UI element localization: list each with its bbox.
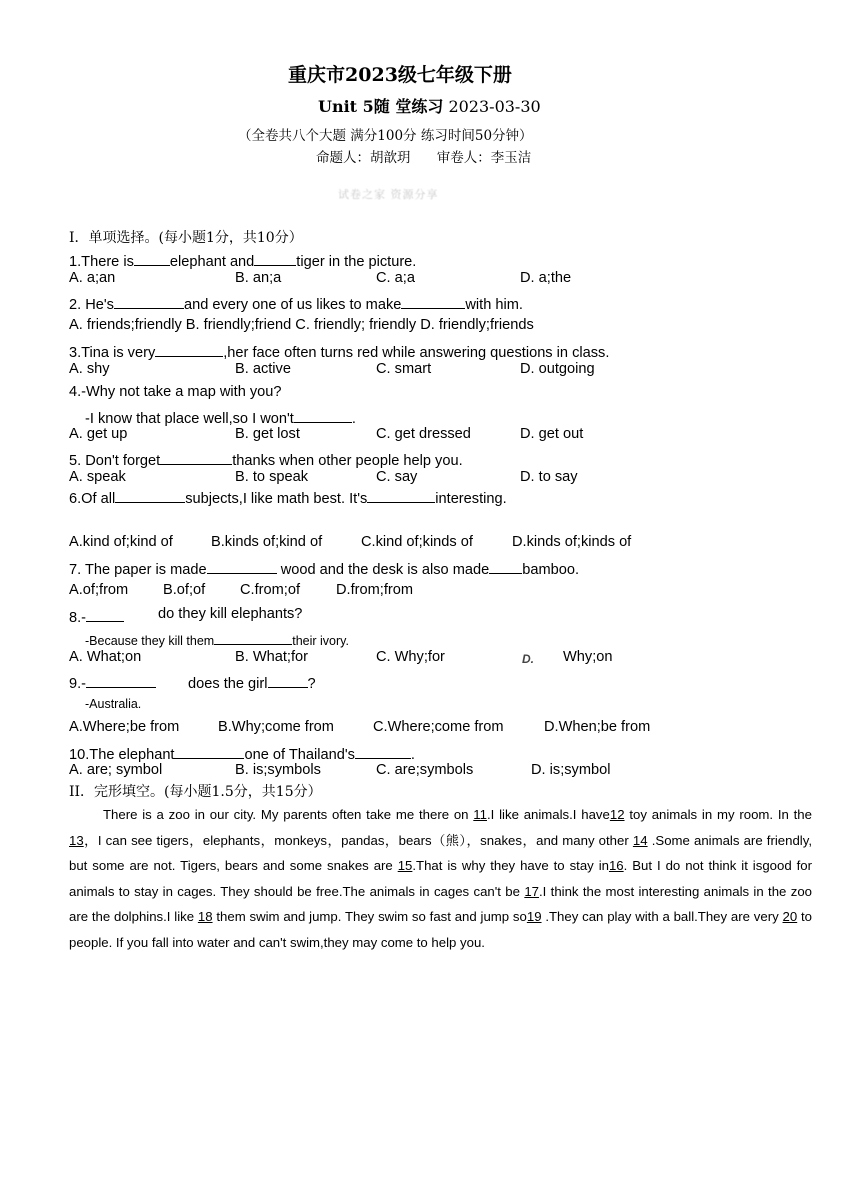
q2-text-b: and every one of us likes to make <box>183 297 402 313</box>
question-1 <box>69 250 416 270</box>
unit-label: Unit 5随 堂练习 <box>318 97 444 116</box>
q10-blank-1 <box>174 743 244 759</box>
section-1-heading: I．单项选择。(每小题1分，共10分） <box>69 230 303 246</box>
q6-option-b: B.kinds of;kind of <box>211 534 323 550</box>
blank-15: 15 <box>397 858 413 873</box>
q2-text-c: with him. <box>465 297 523 313</box>
q1-blank-2 <box>254 250 296 266</box>
q9-option-d: D.When;be from <box>544 719 651 735</box>
q10-option-d: D. is;symbol <box>531 762 611 778</box>
q4-option-a: A. get up <box>69 426 128 442</box>
blank-18: 18 <box>197 909 213 924</box>
q7-blank-1 <box>207 558 277 574</box>
q1-option-d: D. a;the <box>520 270 572 286</box>
q8-option-b: B. What;for <box>235 649 308 665</box>
blank-12: 12 <box>609 807 625 822</box>
q9-text-a: 9.- <box>69 676 87 692</box>
q3-text-b: ,her face often turns red while answering questions in class. <box>223 345 610 361</box>
q10-option-a: A. are; symbol <box>69 762 163 778</box>
q1-option-a: A. a;an <box>69 270 116 286</box>
q6-blank-1 <box>115 487 185 503</box>
q5-option-b: B. to speak <box>235 469 309 485</box>
question-8-reply <box>85 631 349 648</box>
q6-text-b: subjects,I like math best. It's <box>185 491 368 507</box>
q9-text-b: does the girl <box>188 676 268 692</box>
q7-option-d: D.from;from <box>336 582 414 598</box>
q3-blank-1 <box>155 341 223 357</box>
author-name: 命题人：胡歆玥 <box>316 150 411 166</box>
passage-text: .I like animals.I have <box>487 807 610 822</box>
q6-blank-2 <box>367 487 435 503</box>
q8-blank-1 <box>86 606 124 622</box>
q9-text-c: ? <box>307 676 316 692</box>
question-7 <box>69 558 579 578</box>
reviewer-name: 审卷人：李玉洁 <box>436 150 532 166</box>
q10-option-c: C. are;symbols <box>376 762 474 778</box>
q5-option-d: D. to say <box>520 469 578 485</box>
q5-text-b: thanks when other people help you. <box>232 453 463 469</box>
q3-text-a: 3.Tina is very <box>69 345 156 361</box>
question-8 <box>69 606 124 626</box>
q8-blank-2 <box>214 631 292 645</box>
q8-text-a: 8.- <box>69 610 87 626</box>
q6-option-c: C.kind of;kinds of <box>361 534 473 550</box>
q5-text-a: 5. Don't forget <box>69 453 161 469</box>
q7-blank-2 <box>489 558 522 574</box>
q7-text-b: wood and the desk is also made <box>280 562 490 578</box>
passage-text: .I think the most interesting animals in the zoo are the dolphins.I like <box>69 883 812 924</box>
q10-text-b: one of Thailand's <box>244 747 355 763</box>
faded-stamp: 试卷之家 资源分享 <box>338 188 439 201</box>
passage-text: There is a zoo in our city. My parents often take me there on <box>103 807 474 822</box>
q6-option-a: A.kind of;kind of <box>69 534 173 550</box>
q3-option-c: C. smart <box>376 361 432 377</box>
q3-option-d: D. outgoing <box>520 361 595 377</box>
q8-option-d: Why;on <box>563 649 613 665</box>
question-4-reply <box>85 407 356 427</box>
q7-option-c: C.from;of <box>240 582 301 598</box>
exam-date: 2023-03-30 <box>448 97 541 116</box>
q7-text-a: 7. The paper is made <box>69 562 207 578</box>
q8-option-d-letter: D. <box>522 652 534 666</box>
q9-option-b: B.Why;come from <box>218 719 334 735</box>
passage-text: .That is why they have to stay in <box>412 858 609 873</box>
blank-17: 17 <box>524 883 539 899</box>
q4-option-c: C. get dressed <box>376 426 471 442</box>
q10-blank-2 <box>355 743 411 759</box>
q8-text-b: do they kill elephants? <box>158 606 303 622</box>
passage-text: toy animals in my room. In the <box>624 807 812 822</box>
q9-reply: -Australia. <box>85 697 142 711</box>
q1-option-c: C. a;a <box>376 270 415 286</box>
q7-text-c: bamboo. <box>522 562 580 578</box>
blank-13: 13 <box>69 832 84 848</box>
blank-16: 16 <box>608 858 624 873</box>
q8-reply-text: -Because they kill them <box>85 634 215 648</box>
q2-blank-2 <box>401 293 465 309</box>
q4-reply-text: -I know that place well,so I won't <box>85 411 294 427</box>
section-2-heading: II．完形填空。(每小题1.5分，共15分） <box>69 784 322 800</box>
q1-blank-1 <box>134 250 170 266</box>
exam-title: 重庆市2023级七年级下册 <box>288 64 512 86</box>
q2-blank-1 <box>114 293 184 309</box>
blank-19: 19 <box>526 909 542 924</box>
question-9-rest <box>188 672 316 692</box>
blank-20: 20 <box>782 909 798 924</box>
q1-text-a: 1.There is <box>69 254 134 270</box>
q6-text-a: 6.Of all <box>69 491 116 507</box>
blank-14: 14 <box>632 832 648 848</box>
exam-subtitle <box>318 94 541 117</box>
q6-option-d: D.kinds of;kinds of <box>512 534 632 550</box>
q8-option-c: C. Why;for <box>376 649 445 665</box>
passage-text: . But I do not think it isgood for animals to stay in cages. They should be free.The animals in cages can't be <box>69 858 812 899</box>
q2-text-a: 2. He's <box>69 297 114 313</box>
passage-text: .Some animals are friendly, but some are not. Tigers, bears and some snakes are <box>69 832 812 873</box>
q5-option-a: A. speak <box>69 469 126 485</box>
q10-text-a: 10.The elephant <box>69 747 175 763</box>
q9-blank-1 <box>86 672 156 688</box>
q5-blank-1 <box>160 449 232 465</box>
question-3 <box>69 341 609 361</box>
q1-option-b: B. an;a <box>235 270 282 286</box>
q7-option-b: B.of;of <box>163 582 206 598</box>
q1-text-b: elephant and <box>169 254 255 270</box>
passage-text: to people. If you fall into water and can't swim,they may come to help you. <box>69 909 812 950</box>
q8-option-a: A. What;on <box>69 649 142 665</box>
q4-text-a: 4.-Why not take a map with you? <box>69 384 282 400</box>
question-4 <box>69 384 282 400</box>
q2-options: A. friends;friendly B. friendly;friend C. friendly; friendly D. friendly;friends <box>69 317 534 333</box>
q4-option-b: B. get lost <box>235 426 300 442</box>
blank-11: 11 <box>473 807 487 822</box>
question-5 <box>69 449 463 469</box>
q4-option-d: D. get out <box>520 426 584 442</box>
q5-option-c: C. say <box>376 469 418 485</box>
question-9 <box>69 672 156 692</box>
q10-option-b: B. is;symbols <box>235 762 321 778</box>
passage-text: ，I can see tigers，elephants，monkeys，pandas，bears（熊），snakes，and many other <box>83 832 633 848</box>
question-2 <box>69 293 523 313</box>
question-10 <box>69 743 415 763</box>
q9-blank-2 <box>268 672 308 688</box>
q1-text-c: tiger in the picture. <box>296 254 417 270</box>
question-6 <box>69 487 507 507</box>
exam-info: （全卷共八个大题 满分100分 练习时间50分钟） <box>238 128 533 144</box>
passage-text: .They can play with a ball.They are very <box>541 909 783 924</box>
q7-option-a: A.of;from <box>69 582 129 598</box>
exam-authors <box>316 146 553 166</box>
q4-blank-1 <box>294 407 352 423</box>
q9-option-a: A.Where;be from <box>69 719 180 735</box>
q3-option-b: B. active <box>235 361 291 377</box>
q6-text-c: interesting. <box>435 491 507 507</box>
q8-reply-end: their ivory. <box>292 634 349 648</box>
q9-option-c: C.Where;come from <box>373 719 504 735</box>
cloze-paragraph <box>69 802 812 955</box>
q10-text-c: . <box>410 747 415 763</box>
cloze-passage <box>69 802 812 955</box>
passage-text: them swim and jump. They swim so fast and jump so <box>212 909 527 924</box>
q4-reply-end: . <box>351 411 356 427</box>
q3-option-a: A. shy <box>69 361 110 377</box>
